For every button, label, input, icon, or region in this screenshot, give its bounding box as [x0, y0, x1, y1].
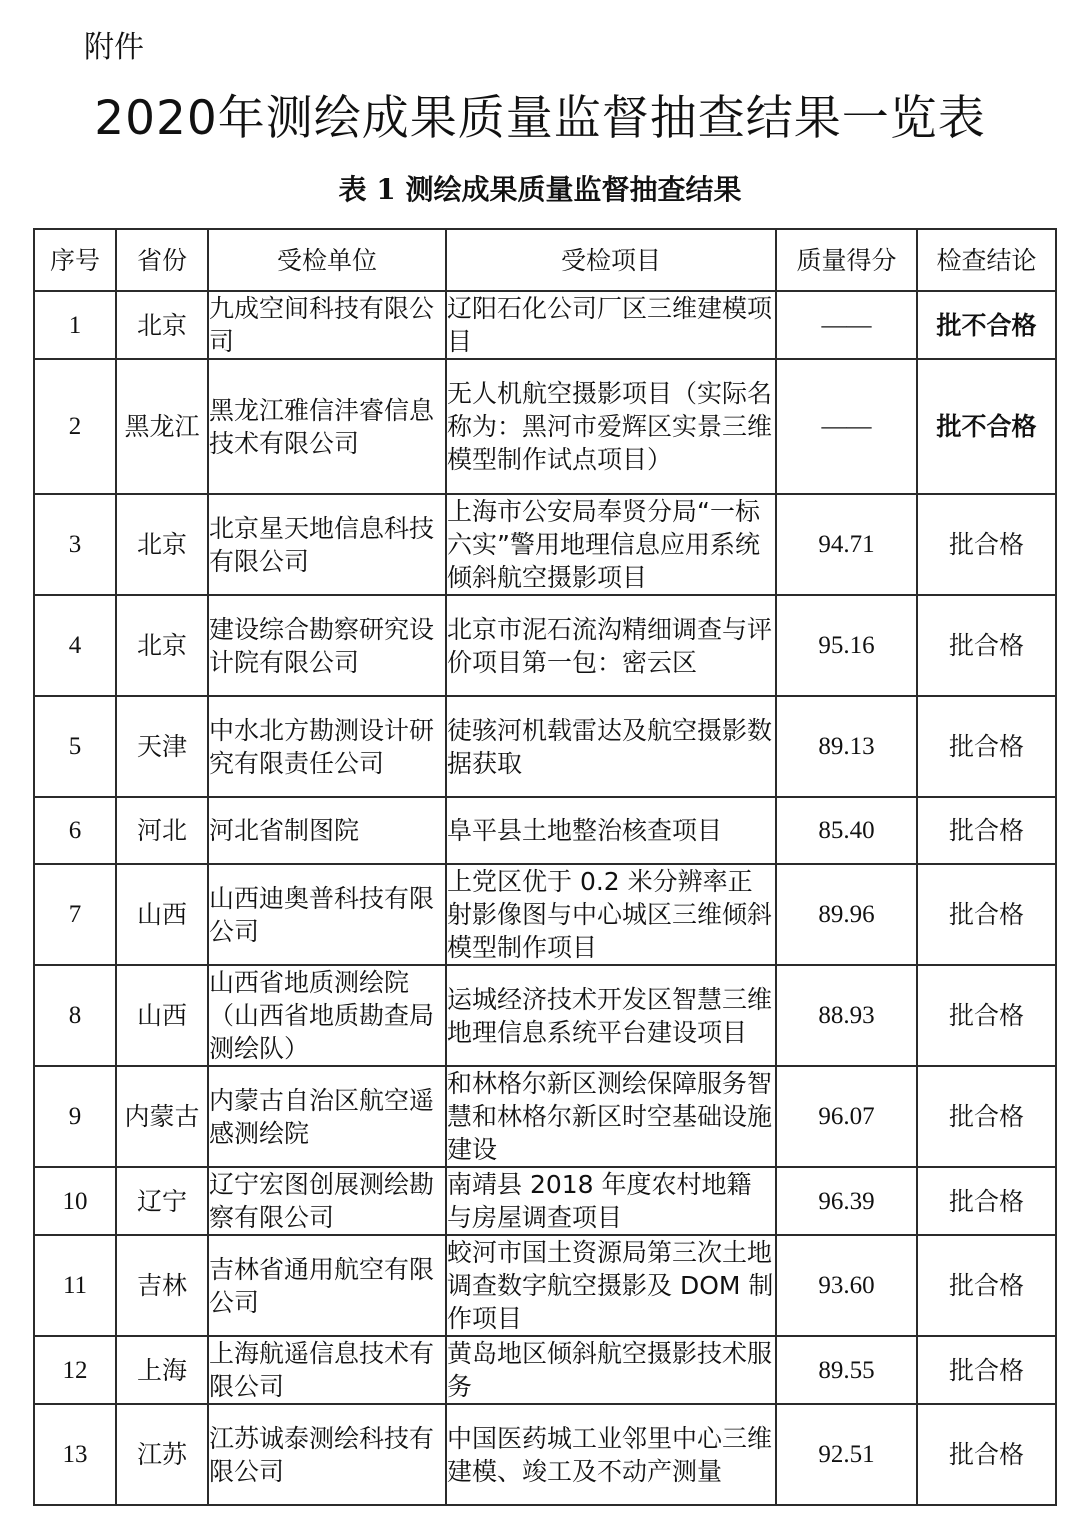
row-project-text: 阜平县土地整治核查项目 [447, 816, 723, 845]
row-unit-cell [208, 1066, 446, 1167]
row-province-cell [116, 1167, 208, 1235]
row-score-cell [776, 797, 917, 864]
row-project-cell [446, 494, 776, 595]
table-body [34, 291, 1056, 1505]
row-unit-cell [208, 797, 446, 864]
row-score-cell [776, 1167, 917, 1235]
row-index-text: 2 [68, 413, 82, 440]
row-unit-text: 山西迪奥普科技有限公司 [209, 883, 435, 946]
row-unit-text: 建设综合勘察研究设计院有限公司 [209, 614, 435, 677]
attachment-label: 附件 [84, 30, 144, 65]
row-province-cell [116, 1404, 208, 1505]
row-project-cell [446, 291, 776, 359]
row-result-cell [917, 864, 1056, 965]
row-unit-cell [208, 1167, 446, 1235]
row-province-cell [116, 494, 208, 595]
row-unit-text: 内蒙古自治区航空遥感测绘院 [209, 1085, 435, 1148]
row-unit-cell [208, 595, 446, 696]
row-index-text: 11 [62, 1272, 88, 1299]
table-row [34, 864, 1056, 965]
row-index-text: 13 [62, 1441, 88, 1468]
row-index-text: 1 [68, 311, 82, 339]
row-project-text: 上海市公安局奉贤分局“一标六实”警用地理信息应用系统倾斜航空摄影项目 [447, 497, 760, 592]
row-result-text: 批合格 [948, 530, 1024, 559]
row-project-text: 蛟河市国土资源局第三次土地调查数字航空摄影及 DOM 制作项目 [447, 1238, 774, 1333]
row-score-cell [776, 1404, 917, 1505]
row-index-cell [34, 696, 116, 797]
table-row [34, 1235, 1056, 1336]
row-index-text: 6 [68, 817, 82, 844]
row-province-cell [116, 1235, 208, 1336]
row-province-cell [116, 1336, 208, 1404]
row-province-text: 山西 [136, 1001, 187, 1030]
row-index-text: 10 [62, 1187, 88, 1215]
row-score-text: —— [821, 311, 872, 339]
row-score-text: 95.16 [818, 632, 875, 659]
row-result-text: 批合格 [948, 1440, 1024, 1469]
row-index-text: 9 [68, 1103, 82, 1130]
row-index-text: 8 [68, 1002, 82, 1029]
row-score-cell [776, 864, 917, 965]
row-project-cell [446, 864, 776, 965]
column-header-score: 质量得分 [776, 229, 917, 291]
row-province-cell [116, 965, 208, 1066]
row-index-cell [34, 1235, 116, 1336]
row-unit-cell [208, 965, 446, 1066]
row-index-cell [34, 494, 116, 595]
row-result-cell [917, 797, 1056, 864]
row-index-cell [34, 1336, 116, 1404]
row-score-text: 89.55 [818, 1356, 875, 1384]
table-row [34, 494, 1056, 595]
row-index-cell [34, 1066, 116, 1167]
table-row [34, 797, 1056, 864]
document-title: 2020年测绘成果质量监督抽查结果一览表 [94, 91, 986, 146]
row-result-text: 批合格 [948, 631, 1024, 660]
row-index-cell [34, 864, 116, 965]
row-unit-text: 中水北方勘测设计研究有限责任公司 [209, 715, 435, 778]
row-index-text: 7 [68, 901, 82, 928]
row-score-cell [776, 359, 917, 494]
row-result-cell [917, 359, 1056, 494]
row-result-text: 批不合格 [936, 412, 1037, 441]
row-province-cell [116, 696, 208, 797]
row-province-cell [116, 291, 208, 359]
row-province-text: 山西 [136, 900, 187, 929]
row-project-cell [446, 1404, 776, 1505]
row-province-text: 天津 [136, 732, 187, 761]
row-score-text: 89.96 [818, 901, 875, 928]
row-unit-text: 黑龙江雅信沣睿信息技术有限公司 [209, 395, 435, 458]
row-index-text: 3 [68, 531, 82, 558]
row-unit-text: 北京星天地信息科技有限公司 [209, 513, 435, 576]
row-province-cell [116, 864, 208, 965]
row-result-cell [917, 291, 1056, 359]
row-index-cell [34, 965, 116, 1066]
table-row [34, 1066, 1056, 1167]
row-project-cell [446, 595, 776, 696]
row-result-text: 批合格 [948, 816, 1024, 845]
row-project-text: 徒骇河机载雷达及航空摄影数据获取 [447, 715, 773, 778]
row-province-text: 黑龙江 [124, 412, 200, 441]
table-row [34, 359, 1056, 494]
table-row [34, 696, 1056, 797]
row-project-cell [446, 797, 776, 864]
row-unit-cell [208, 494, 446, 595]
row-score-text: 94.71 [818, 531, 875, 558]
table-header-row [34, 229, 1056, 291]
row-province-text: 上海 [136, 1355, 187, 1385]
row-province-text: 辽宁 [136, 1186, 187, 1216]
row-province-text: 内蒙古 [124, 1102, 200, 1131]
column-header-result: 检查结论 [917, 229, 1056, 291]
table-row [34, 291, 1056, 359]
row-unit-text: 九成空间科技有限公司 [209, 294, 435, 356]
row-result-cell [917, 1167, 1056, 1235]
row-result-cell [917, 965, 1056, 1066]
table-row [34, 1336, 1056, 1404]
row-score-text: 89.13 [818, 733, 875, 760]
row-index-text: 12 [62, 1356, 88, 1384]
row-unit-text: 上海航遥信息技术有限公司 [209, 1339, 435, 1401]
row-project-text: 无人机航空摄影项目（实际名称为：黑河市爱辉区实景三维模型制作试点项目） [447, 379, 773, 474]
row-result-text: 批合格 [948, 1186, 1024, 1216]
row-result-text: 批不合格 [936, 310, 1037, 340]
row-province-text: 北京 [136, 530, 187, 559]
row-province-cell [116, 595, 208, 696]
row-score-cell [776, 965, 917, 1066]
row-index-cell [34, 797, 116, 864]
row-unit-cell [208, 291, 446, 359]
row-project-text: 辽阳石化公司厂区三维建模项目 [447, 294, 773, 356]
row-score-text: —— [821, 413, 872, 440]
row-score-cell [776, 1235, 917, 1336]
row-result-cell [917, 1336, 1056, 1404]
row-province-text: 北京 [136, 310, 187, 340]
row-unit-text: 辽宁宏图创展测绘勘察有限公司 [209, 1170, 435, 1232]
column-header-index: 序号 [34, 229, 116, 291]
row-province-text: 北京 [136, 631, 187, 660]
row-unit-text: 河北省制图院 [209, 816, 360, 845]
row-result-text: 批合格 [948, 732, 1024, 761]
row-score-text: 85.40 [818, 817, 875, 844]
row-index-cell [34, 359, 116, 494]
row-score-text: 96.39 [818, 1187, 875, 1215]
row-unit-cell [208, 1404, 446, 1505]
row-index-cell [34, 291, 116, 359]
row-result-text: 批合格 [948, 1271, 1024, 1300]
row-project-text: 运城经济技术开发区智慧三维地理信息系统平台建设项目 [447, 984, 773, 1047]
row-unit-text: 山西省地质测绘院（山西省地质勘查局测绘队） [209, 968, 435, 1063]
row-result-cell [917, 1404, 1056, 1505]
row-project-text: 上党区优于 0.2 米分辨率正射影像图与中心城区三维倾斜模型制作项目 [447, 867, 773, 962]
table-row [34, 1167, 1056, 1235]
row-province-text: 河北 [136, 816, 187, 845]
row-result-cell [917, 696, 1056, 797]
column-header-unit: 受检单位 [208, 229, 446, 291]
table-row [34, 965, 1056, 1066]
column-header-project: 受检项目 [446, 229, 776, 291]
row-result-text: 批合格 [948, 900, 1024, 929]
row-unit-cell [208, 1235, 446, 1336]
row-index-cell [34, 595, 116, 696]
column-header-province: 省份 [116, 229, 208, 291]
row-result-cell [917, 494, 1056, 595]
row-unit-cell [208, 864, 446, 965]
row-score-cell [776, 1066, 917, 1167]
row-project-cell [446, 1167, 776, 1235]
row-project-text: 黄岛地区倾斜航空摄影技术服务 [447, 1339, 773, 1401]
row-project-cell [446, 696, 776, 797]
row-project-cell [446, 965, 776, 1066]
row-index-cell [34, 1404, 116, 1505]
row-index-text: 5 [68, 733, 82, 760]
row-project-text: 和林格尔新区测绘保障服务智慧和林格尔新区时空基础设施建设 [447, 1069, 773, 1164]
row-index-text: 4 [68, 632, 82, 659]
row-result-text: 批合格 [948, 1355, 1024, 1385]
row-score-text: 96.07 [818, 1103, 875, 1130]
row-unit-text: 吉林省通用航空有限公司 [209, 1254, 435, 1317]
row-province-cell [116, 359, 208, 494]
row-project-cell [446, 1336, 776, 1404]
row-score-cell [776, 1336, 917, 1404]
row-score-text: 88.93 [818, 1002, 875, 1029]
row-project-text: 北京市泥石流沟精细调查与评价项目第一包：密云区 [447, 614, 773, 677]
table-row [34, 1404, 1056, 1505]
table-row [34, 595, 1056, 696]
row-project-text: 中国医药城工业邻里中心三维建模、竣工及不动产测量 [447, 1423, 773, 1486]
row-result-text: 批合格 [948, 1001, 1024, 1030]
row-unit-cell [208, 1336, 446, 1404]
row-unit-cell [208, 696, 446, 797]
row-province-cell [116, 1066, 208, 1167]
row-result-text: 批合格 [948, 1102, 1024, 1131]
row-result-cell [917, 595, 1056, 696]
table-caption: 表 1 测绘成果质量监督抽查结果 [338, 173, 742, 206]
row-project-cell [446, 359, 776, 494]
row-project-text: 南靖县 2018 年度农村地籍与房屋调查项目 [447, 1170, 752, 1232]
row-unit-cell [208, 359, 446, 494]
results-table [33, 228, 1057, 1506]
row-province-text: 吉林 [136, 1271, 187, 1300]
row-province-text: 江苏 [136, 1440, 187, 1469]
row-index-cell [34, 1167, 116, 1235]
row-result-cell [917, 1066, 1056, 1167]
row-score-cell [776, 291, 917, 359]
row-unit-text: 江苏诚泰测绘科技有限公司 [209, 1423, 435, 1486]
row-score-cell [776, 494, 917, 595]
row-project-cell [446, 1066, 776, 1167]
row-score-text: 93.60 [818, 1272, 875, 1299]
row-score-cell [776, 696, 917, 797]
row-project-cell [446, 1235, 776, 1336]
row-result-cell [917, 1235, 1056, 1336]
row-score-text: 92.51 [818, 1441, 875, 1468]
row-province-cell [116, 797, 208, 864]
row-score-cell [776, 595, 917, 696]
